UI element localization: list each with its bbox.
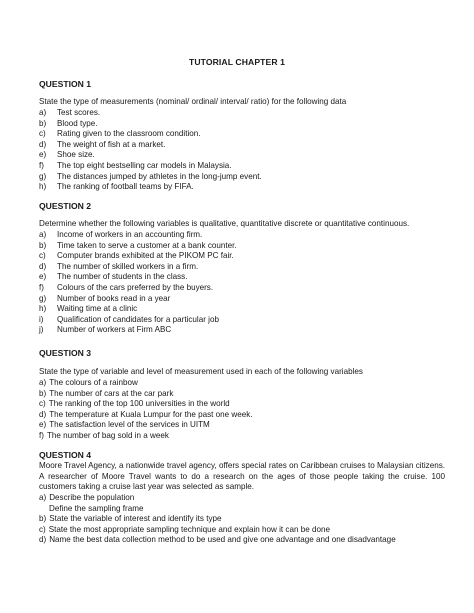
question-1-intro: State the type of measurements (nominal/ ordinal/ interval/ ratio) for the following data	[39, 97, 347, 106]
list-item: b) State the variable of interest and identify its type	[39, 514, 222, 524]
list-item: c) The ranking of the top 100 universities in the world	[39, 399, 230, 409]
question-1-list	[39, 108, 262, 193]
page-title: TUTORIAL CHAPTER 1	[188, 57, 286, 67]
question-2-intro: Determine whether the following variables is qualitative, quantitative discrete or quantitative continuous.	[39, 219, 410, 228]
list-item: d) The number of skilled workers in a firm.	[39, 261, 199, 271]
list-item: e) The satisfaction level of the services in UITM	[39, 420, 210, 430]
question-4-list	[39, 493, 396, 546]
list-item: b) Time taken to serve a customer at a bank counter.	[39, 240, 237, 250]
list-item: a) Test scores.	[39, 108, 101, 117]
list-item: a) Describe the population	[39, 493, 135, 502]
list-item: b) The number of cars at the car park	[39, 388, 174, 398]
list-item: h) The ranking of football teams by FIFA.	[39, 182, 194, 192]
list-item: d) The weight of fish at a market.	[39, 139, 166, 149]
list-item: Define the sampling frame	[49, 503, 144, 513]
question-3-list	[39, 378, 253, 442]
list-item: g) The distances jumped by athletes in the long-jump event.	[39, 171, 262, 181]
list-item: a) The colours of a rainbow	[39, 378, 138, 387]
list-item: g) Number of books read in a year	[39, 293, 171, 303]
question-3-intro: State the type of variable and level of measurement used in each of the following variables	[39, 367, 363, 376]
list-item: e) Shoe size.	[39, 150, 95, 160]
question-4-paragraph: Moore Travel Agency, a nationwide travel agency, offers special rates on Caribbean cruises to Malaysian citizens. A researcher of Moore Travel wants to do a research on the ages of those people taking the cruise. 100 customers taking a cruise last year was selected as sample.	[39, 461, 445, 492]
list-item: a) Income of workers in an accounting firm.	[39, 230, 203, 239]
list-item: b) Blood type.	[39, 118, 98, 128]
list-item: d) The temperature at Kuala Lumpur for the past one week.	[39, 409, 253, 419]
question-3-heading: QUESTION 3	[39, 348, 92, 358]
list-item: c) Rating given to the classroom condition.	[39, 129, 201, 139]
list-item: e) The number of students in the class.	[39, 272, 188, 282]
list-item: c) State the most appropriate sampling technique and explain how it can be done	[39, 524, 330, 534]
list-item: h) Waiting time at a clinic	[39, 304, 138, 314]
question-2-list	[39, 230, 237, 336]
list-item: i) Qualification of candidates for a particular job	[39, 314, 219, 324]
question-2-heading: QUESTION 2	[39, 201, 92, 211]
list-item: f) The number of bag sold in a week	[39, 430, 169, 440]
list-item: c) Computer brands exhibited at the PIKOM PC fair.	[39, 251, 234, 261]
list-item: f) Colours of the cars preferred by the buyers.	[39, 282, 214, 292]
question-4-heading: QUESTION 4	[39, 450, 92, 460]
question-1-heading: QUESTION 1	[39, 79, 92, 89]
list-item: d) Name the best data collection method to be used and give one advantage and one disadvantage	[39, 535, 396, 545]
list-item: j) Number of workers at Firm ABC	[39, 325, 172, 335]
list-item: f) The top eight bestselling car models in Malaysia.	[39, 160, 232, 170]
